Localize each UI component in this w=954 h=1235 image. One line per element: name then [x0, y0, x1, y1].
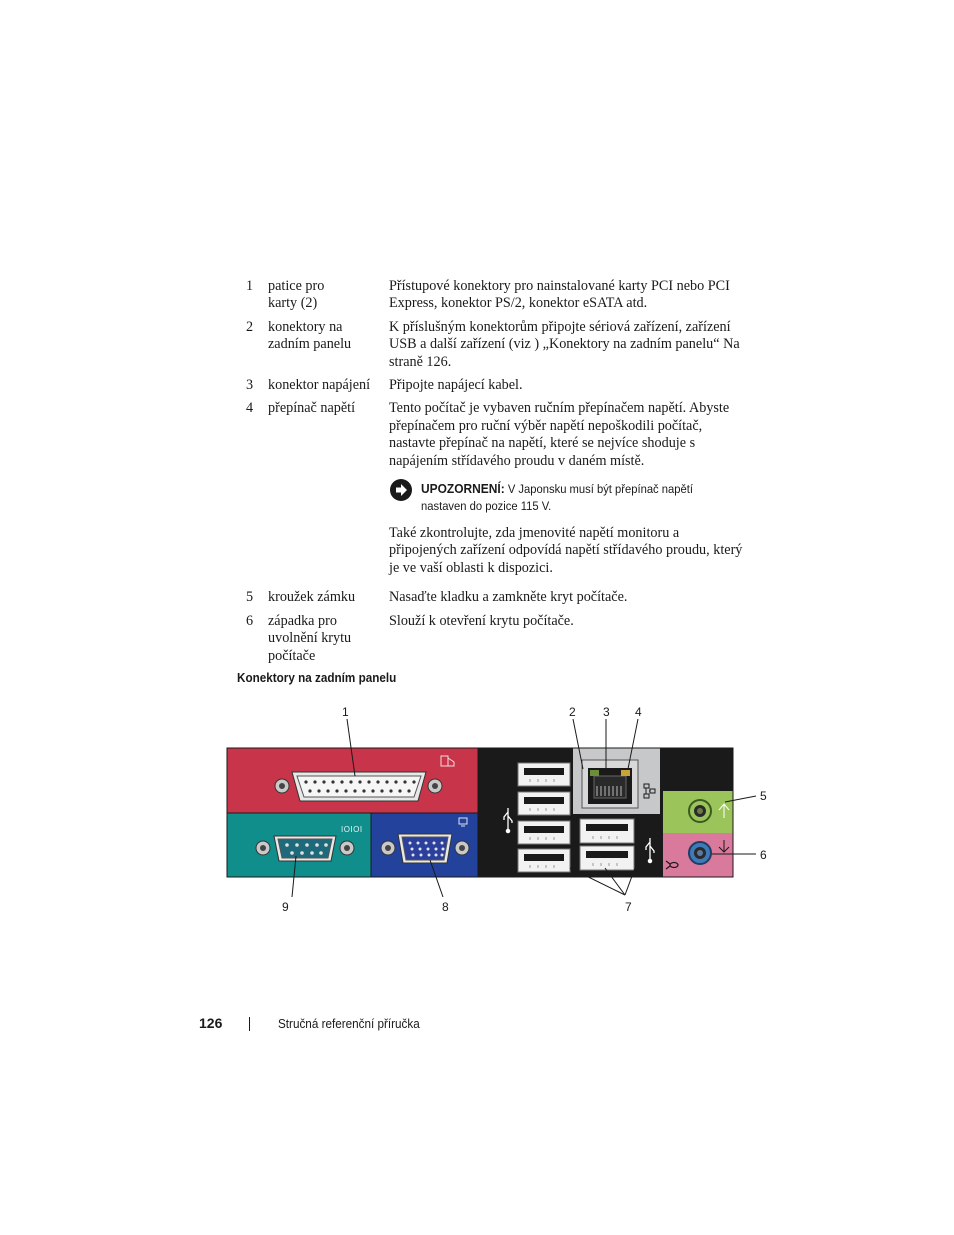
- table-row: [246, 613, 746, 665]
- item-name: patice pro karty (2): [268, 278, 325, 312]
- serial-symbol: IOIOI: [341, 825, 363, 834]
- parallel-port-icon: [275, 772, 442, 801]
- item-description: Tento počítač je vybaven ručním přepínačem napětí. Abyste přepínačem pro ruční výběr napětí nepoškodili počítač, nastavte přepínač na napětí, které se nejvíce shoduje s napájením střídavého proudu v daném místě.: [389, 400, 730, 469]
- callout-9: 9: [282, 900, 289, 914]
- item-number: 3: [246, 377, 254, 394]
- item-number: 1: [246, 278, 254, 294]
- usb-port-icon: [518, 849, 570, 872]
- item-number: 5: [246, 589, 254, 606]
- table-row: [246, 377, 746, 394]
- item-name: západka pro uvolnění krytu počítače: [268, 612, 352, 664]
- usb-port-icon: [518, 763, 570, 786]
- table-row: [246, 319, 746, 371]
- callout-7: 7: [625, 900, 632, 914]
- callout-5: 5: [760, 789, 767, 803]
- usb-port-icon: [580, 846, 634, 870]
- item-description: Slouží k otevření krytu počítače.: [389, 612, 574, 629]
- item-name: přepínač napětí: [268, 400, 356, 417]
- table-row: [246, 400, 746, 583]
- usb-port-icon: [580, 819, 634, 843]
- notice-arrow-icon: [389, 478, 413, 502]
- item-number: 2: [246, 318, 254, 335]
- item-table: [246, 278, 746, 671]
- notice-label: UPOZORNENÍ:: [421, 481, 505, 497]
- footer-title: Stručná referenční příručka: [278, 1016, 420, 1031]
- line-out-jack-icon: [689, 800, 711, 822]
- notice-text: V Japonsku musí být přepínač napětí nastaven do pozice 115 V.: [421, 482, 693, 514]
- item-name: konektor napájení: [268, 377, 371, 394]
- notice-box: [389, 480, 746, 515]
- item-description: Přístupové konektory pro nainstalované karty PCI nebo PCI Express, konektor PS/2, konektor eSATA atd.: [389, 278, 730, 312]
- item-description: Nasaďte kladku a zamkněte kryt počítače.: [389, 589, 628, 606]
- item-number: 4: [246, 400, 254, 417]
- network-port-icon: [582, 760, 638, 808]
- item-name: konektory na zadním panelu: [268, 318, 352, 353]
- usb-port-icon: [518, 792, 570, 815]
- callout-8: 8: [442, 900, 449, 914]
- callout-6: 6: [760, 848, 767, 862]
- item-description: K příslušným konektorům připojte sériová zařízení, zařízení USB a další zařízení (viz ) „Konektory na zadním panelu“ Na straně 126.: [389, 318, 740, 370]
- page-number: 126: [199, 1015, 223, 1031]
- usb-port-icon: [518, 821, 570, 844]
- table-row: [246, 278, 746, 313]
- back-panel-diagram: [220, 700, 780, 925]
- callout-3: 3: [603, 705, 610, 719]
- item-number: 6: [246, 612, 254, 629]
- item-name: kroužek zámku: [268, 589, 356, 606]
- mic-jack-icon: [689, 842, 711, 864]
- table-row: [246, 589, 746, 606]
- callout-1: 1: [342, 705, 349, 719]
- callout-2: 2: [569, 705, 576, 719]
- callout-4: 4: [635, 705, 642, 719]
- item-description: Připojte napájecí kabel.: [389, 377, 523, 394]
- footer-separator: [249, 1017, 250, 1031]
- item-description-continued: Také zkontrolujte, zda jmenovité napětí monitoru a připojených zařízení odpovídá napětí střídavého proudu, který je ve vaší oblasti k dispozici.: [389, 525, 743, 576]
- section-heading: Konektory na zadním panelu: [237, 670, 397, 685]
